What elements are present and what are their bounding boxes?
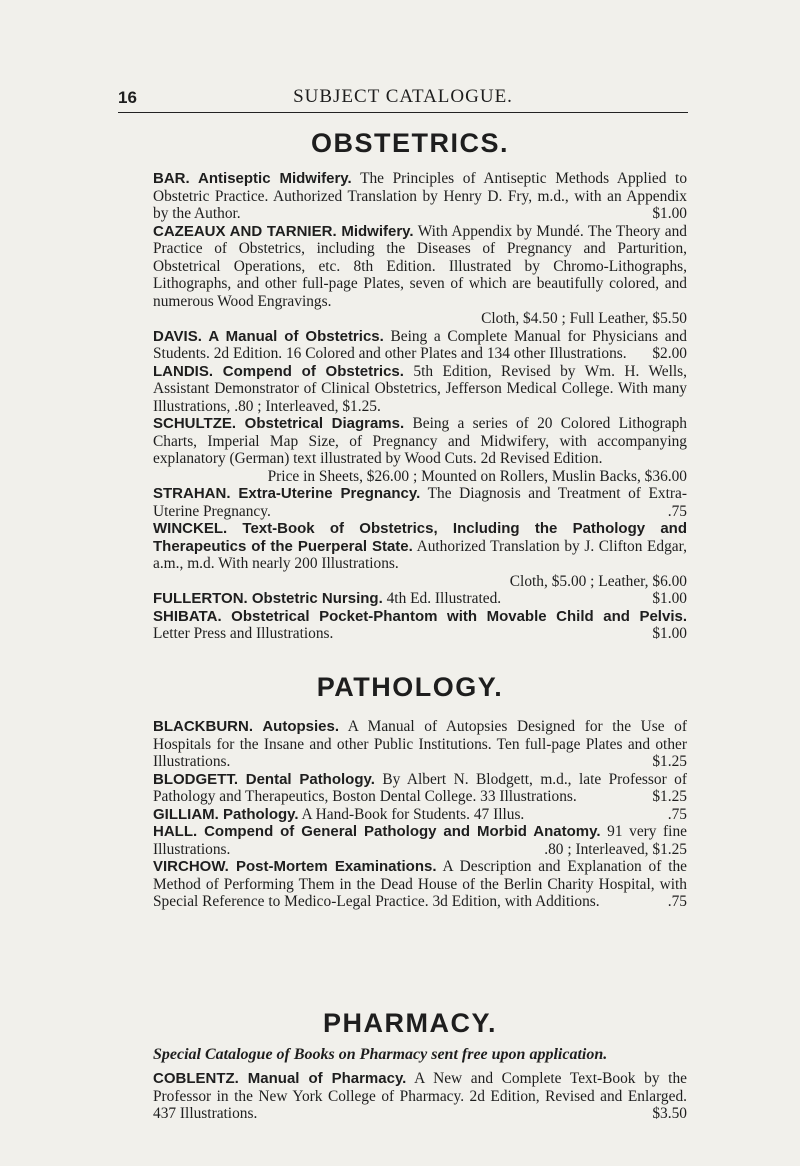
entry-body: Authorized Translation by J. Clifton Edgar, a.m., m.d. With nearly 200 Illustrations. [153,537,687,572]
entry-lead: HALL. Compend of General Pathology and Morbid Anatomy. [153,823,601,840]
entry-lead: DAVIS. A Manual of Obstetrics. [153,327,384,345]
entry-lead: BLODGETT. Dental Pathology. [153,770,375,788]
entry-lead: BAR. Antiseptic Midwifery. [153,170,352,187]
entry-strahan [153,485,687,520]
entry-price: Price in Sheets, $26.00 ; Mounted on Rollers, Muslin Backs, $36.00 [267,467,687,485]
entry-lead: WINCKEL. Text-Book of Obstetrics, Including the Pathology and Therapeutics of the Puerperal State. [153,520,687,555]
entry-body: Being a Complete Manual for Physicians and Students. 2d Edition. 16 Colored and other Plates and 134 other Illustrations. [153,327,687,362]
section-heading-pathology: PATHOLOGY. [316,672,504,702]
entry-lead: LANDIS. Compend of Obstetrics. [153,362,404,380]
entry-winckel [153,520,687,590]
entry-lead: CAZEAUX AND TARNIER. Midwifery. [153,222,414,240]
entry-price: Cloth, $5.00 ; Leather, $6.00 [509,572,687,590]
entry-lead: SCHULTZE. Obstetrical Diagrams. [153,415,405,432]
entry-shibata [153,608,687,643]
entry-davis [153,328,687,363]
entry-lead: STRAHAN. Extra-Uterine Pregnancy. [153,485,421,502]
entry-price: .75 [667,893,687,910]
entry-price: $1.25 [652,788,687,805]
entry-body: 4th Ed. Illustrated. [386,590,502,607]
entry-body: With Appendix by Mundé. The Theory and Practice of Obstetrics, including the Diseases of Pregnancy and Parturition, Obstetrical Operations, etc. 8th Edition. Illustrated by Chromo-Lithographs, Lithographs, and other full-page Plates, seven of which are beautifully colored, and numerous Wood Engravings. [153,222,687,310]
entry-body: A New and Complete Text-Book by the Professor in the New York College of Pharmacy. 2d Edition, Revised and Enlarged. 437 Illustrations. [153,1070,687,1122]
entry-gilliam [153,806,687,824]
entry-body: The Principles of Antiseptic Methods Applied to Obstetric Practice. Authorized Translation by Henry D. Fry, m.d., with an Appendix by the Author. [153,170,688,222]
entry-body: A Manual of Autopsies Designed for the Use of Hospitals for the Insane and other Public Institutions. Ten full-page Plates and other Illustrations. [153,718,687,770]
page-number: 16 [118,88,137,107]
entry-blodgett [153,771,687,806]
entry-coblentz [153,1070,687,1123]
entry-price: $1.00 [652,625,687,642]
entry-lead: COBLENTZ. Manual of Pharmacy. [153,1070,407,1087]
entry-price: .75 [667,502,687,520]
running-title: SUBJECT CATALOGUE. [293,86,513,107]
entry-body: Being a series of 20 Colored Lithograph Charts, Imperial Map Size, of Pregnancy and Midwifery, with accompanying explanatory (German) text illustrated by Wood Cuts. 2d Revised Edition. [153,415,688,467]
entry-price: .75 [667,805,687,823]
pharmacy-entries [153,1070,687,1123]
section-heading-pharmacy: PHARMACY. [322,1008,497,1038]
entry-lead: BLACKBURN. Autopsies. [153,718,340,735]
entry-lead: SHIBATA. Obstetrical Pocket-Phantom with Movable Child and Pelvis. [153,607,687,625]
entry-lead: GILLIAM. Pathology. [153,805,299,823]
entry-virchow [153,858,687,911]
entry-lead: VIRCHOW. Post-Mortem Examinations. [153,858,437,875]
entry-body: Letter Press and Illustrations. [153,625,334,642]
entry-schultze [153,415,687,485]
entry-cazeaux [153,223,687,328]
obstetrics-entries [153,170,687,643]
section-heading-obstetrics: OBSTETRICS. [310,128,509,158]
entry-blackburn [153,718,687,771]
entry-body: A Description and Explanation of the Method of Performing Them in the Dead House of the Berlin Charity Hospital, with Special Reference to Medico-Legal Practice. 3d Edition, with Additions. [153,858,688,910]
entry-lead: FULLERTON. Obstetric Nursing. [153,590,383,607]
entry-body: By Albert N. Blodgett, m.d., late Professor of Pathology and Therapeutics, Boston Dental College. 33 Illustrations. [153,770,687,805]
entry-body: 91 very fine Illustrations. [153,823,687,858]
entry-body: 5th Edition, Revised by Wm. H. Wells, Assistant Demonstrator of Clinical Obstetrics, Jefferson Medical College. With many Illustrations, .80 ; Interleaved, $1.25. [153,362,688,415]
entry-bar [153,170,687,223]
entry-price: $3.50 [652,1105,687,1122]
entry-body: A Hand-Book for Students. 47 Illus. [301,805,525,823]
running-head [118,86,688,113]
entry-price: .80 ; Interleaved, $1.25 [544,840,687,858]
entry-hall [153,823,687,858]
pharmacy-special-note: Special Catalogue of Books on Pharmacy sent free upon application. [153,1046,608,1063]
entry-price: $1.00 [652,205,687,222]
pathology-entries [153,718,687,911]
entry-fullerton [153,590,687,608]
entry-body: The Diagnosis and Treatment of Extra-Uterine Pregnancy. [153,485,687,520]
entry-price: $1.25 [652,753,687,770]
entry-landis [153,363,687,416]
entry-price: $2.00 [652,345,687,362]
entry-price: Cloth, $4.50 ; Full Leather, $5.50 [481,310,687,327]
entry-price: $1.00 [652,590,687,607]
